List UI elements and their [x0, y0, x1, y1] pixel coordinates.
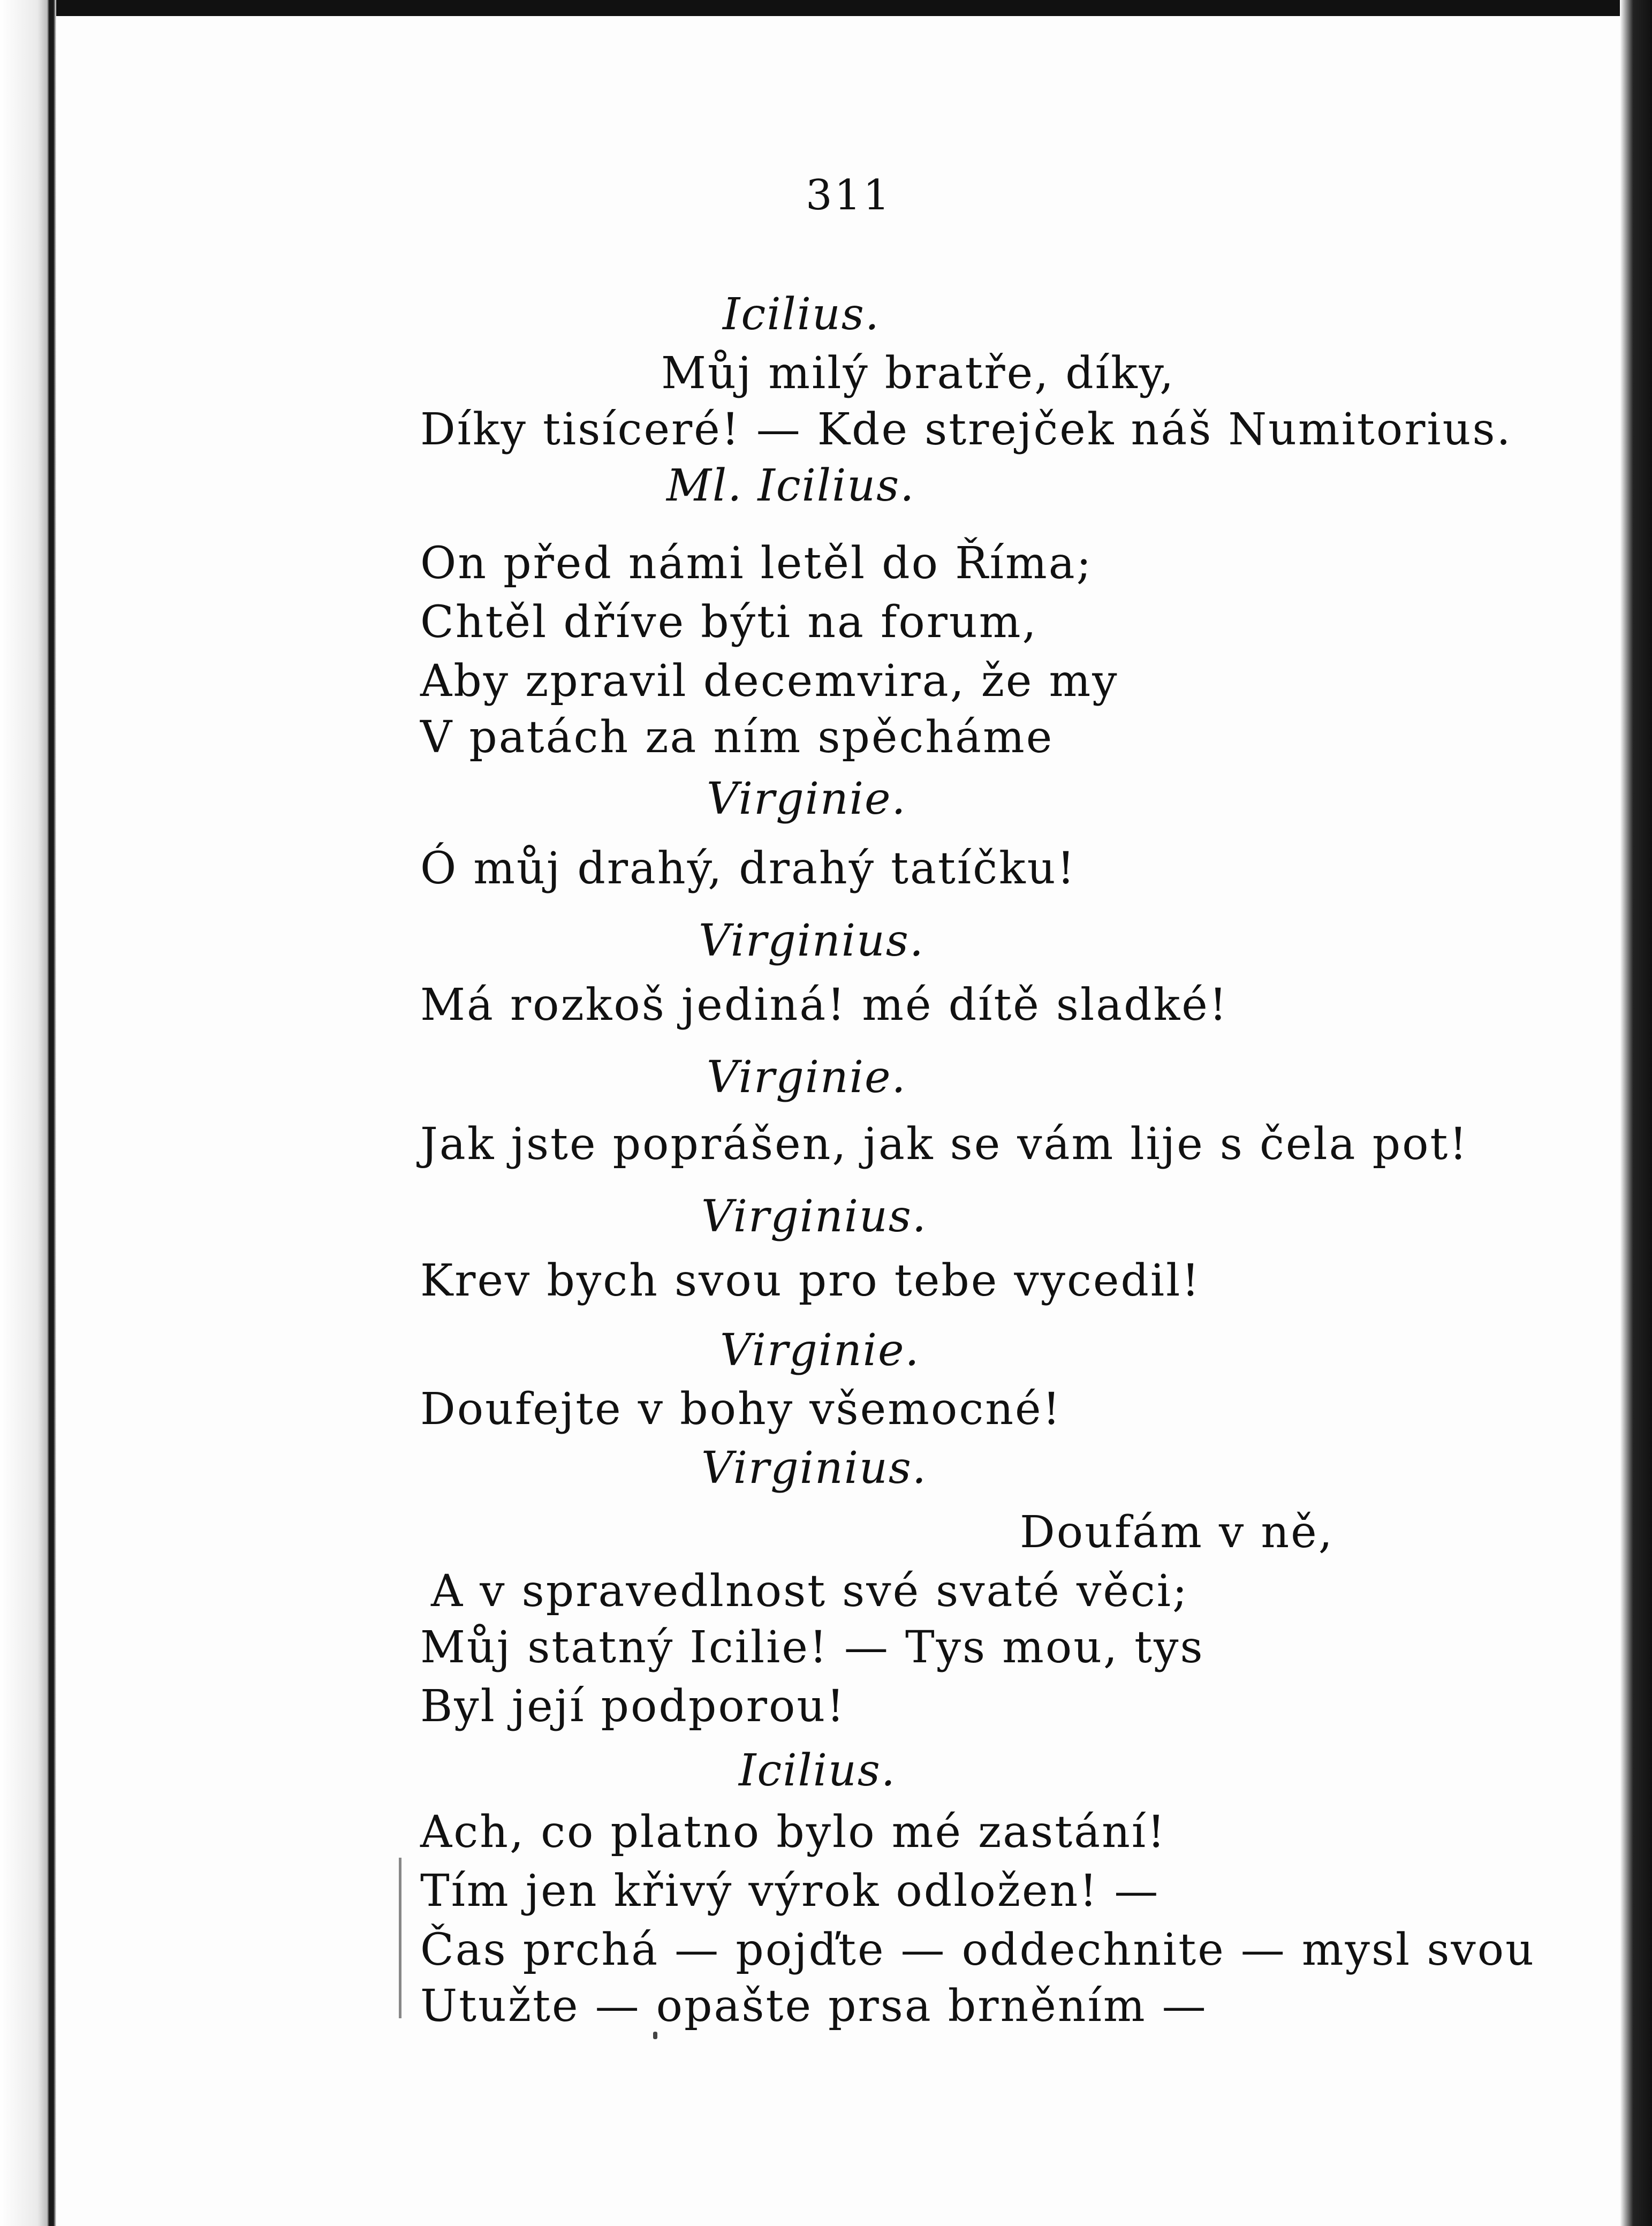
speaker-name: Virginie. — [720, 1325, 920, 1376]
verse-line: Ó můj drahý, drahý tatíčku! — [420, 843, 1077, 894]
verse-line: Aby zpravil decemvira, že my — [420, 656, 1119, 707]
verse-line: A v spravedlnost své svaté věci; — [431, 1566, 1189, 1617]
ink-speck — [653, 2032, 657, 2039]
verse-line: Čas prchá — pojďte — oddechnite — mysl svou — [420, 1925, 1535, 1975]
page-number: 311 — [806, 171, 892, 219]
speaker-name: Ml. Icilius. — [666, 460, 915, 511]
verse-line: Byl její podporou! — [420, 1681, 846, 1732]
verse-line: Můj statný Icilie! — Tys mou, tys — [420, 1622, 1204, 1673]
speaker-name: Virginie. — [707, 774, 907, 824]
verse-line: Má rozkoš jediná! mé dítě sladké! — [420, 980, 1229, 1031]
verse-line: Ach, co platno bylo mé zastání! — [420, 1807, 1167, 1858]
verse-line: Krev bych svou pro tebe vycedil! — [420, 1255, 1201, 1306]
speaker-name: Icilius. — [739, 1745, 896, 1796]
verse-line: Díky tisíceré! — Kde strejček náš Numitorius. — [420, 404, 1512, 455]
margin-mark — [399, 1858, 401, 2018]
scan-border-top — [0, 0, 1652, 16]
speaker-name: Virginius. — [701, 1191, 927, 1242]
scan-border-right — [1620, 0, 1652, 2226]
book-page — [56, 16, 1620, 2226]
verse-line: On před námi letěl do Říma; — [420, 538, 1093, 589]
verse-line: Doufám v ně, — [1020, 1507, 1334, 1558]
verse-line: Tím jen křivý výrok odložen! — — [420, 1866, 1160, 1917]
verse-line: Chtěl dříve býti na forum, — [420, 597, 1038, 648]
speaker-name: Virginius. — [699, 915, 924, 966]
scan-border-left — [0, 0, 56, 2226]
verse-line: Doufejte v bohy všemocné! — [420, 1384, 1062, 1435]
verse-line: Můj milý bratře, díky, — [661, 348, 1176, 399]
speaker-name: Icilius. — [723, 289, 880, 340]
verse-line: Utužte — opašte prsa brněním — — [420, 1981, 1208, 2032]
speaker-name: Virginie. — [707, 1052, 907, 1103]
verse-line: Jak jste poprášen, jak se vám lije s čela pot! — [420, 1119, 1469, 1170]
verse-line: V patách za ním spěcháme — [420, 712, 1054, 763]
speaker-name: Virginius. — [701, 1443, 927, 1494]
